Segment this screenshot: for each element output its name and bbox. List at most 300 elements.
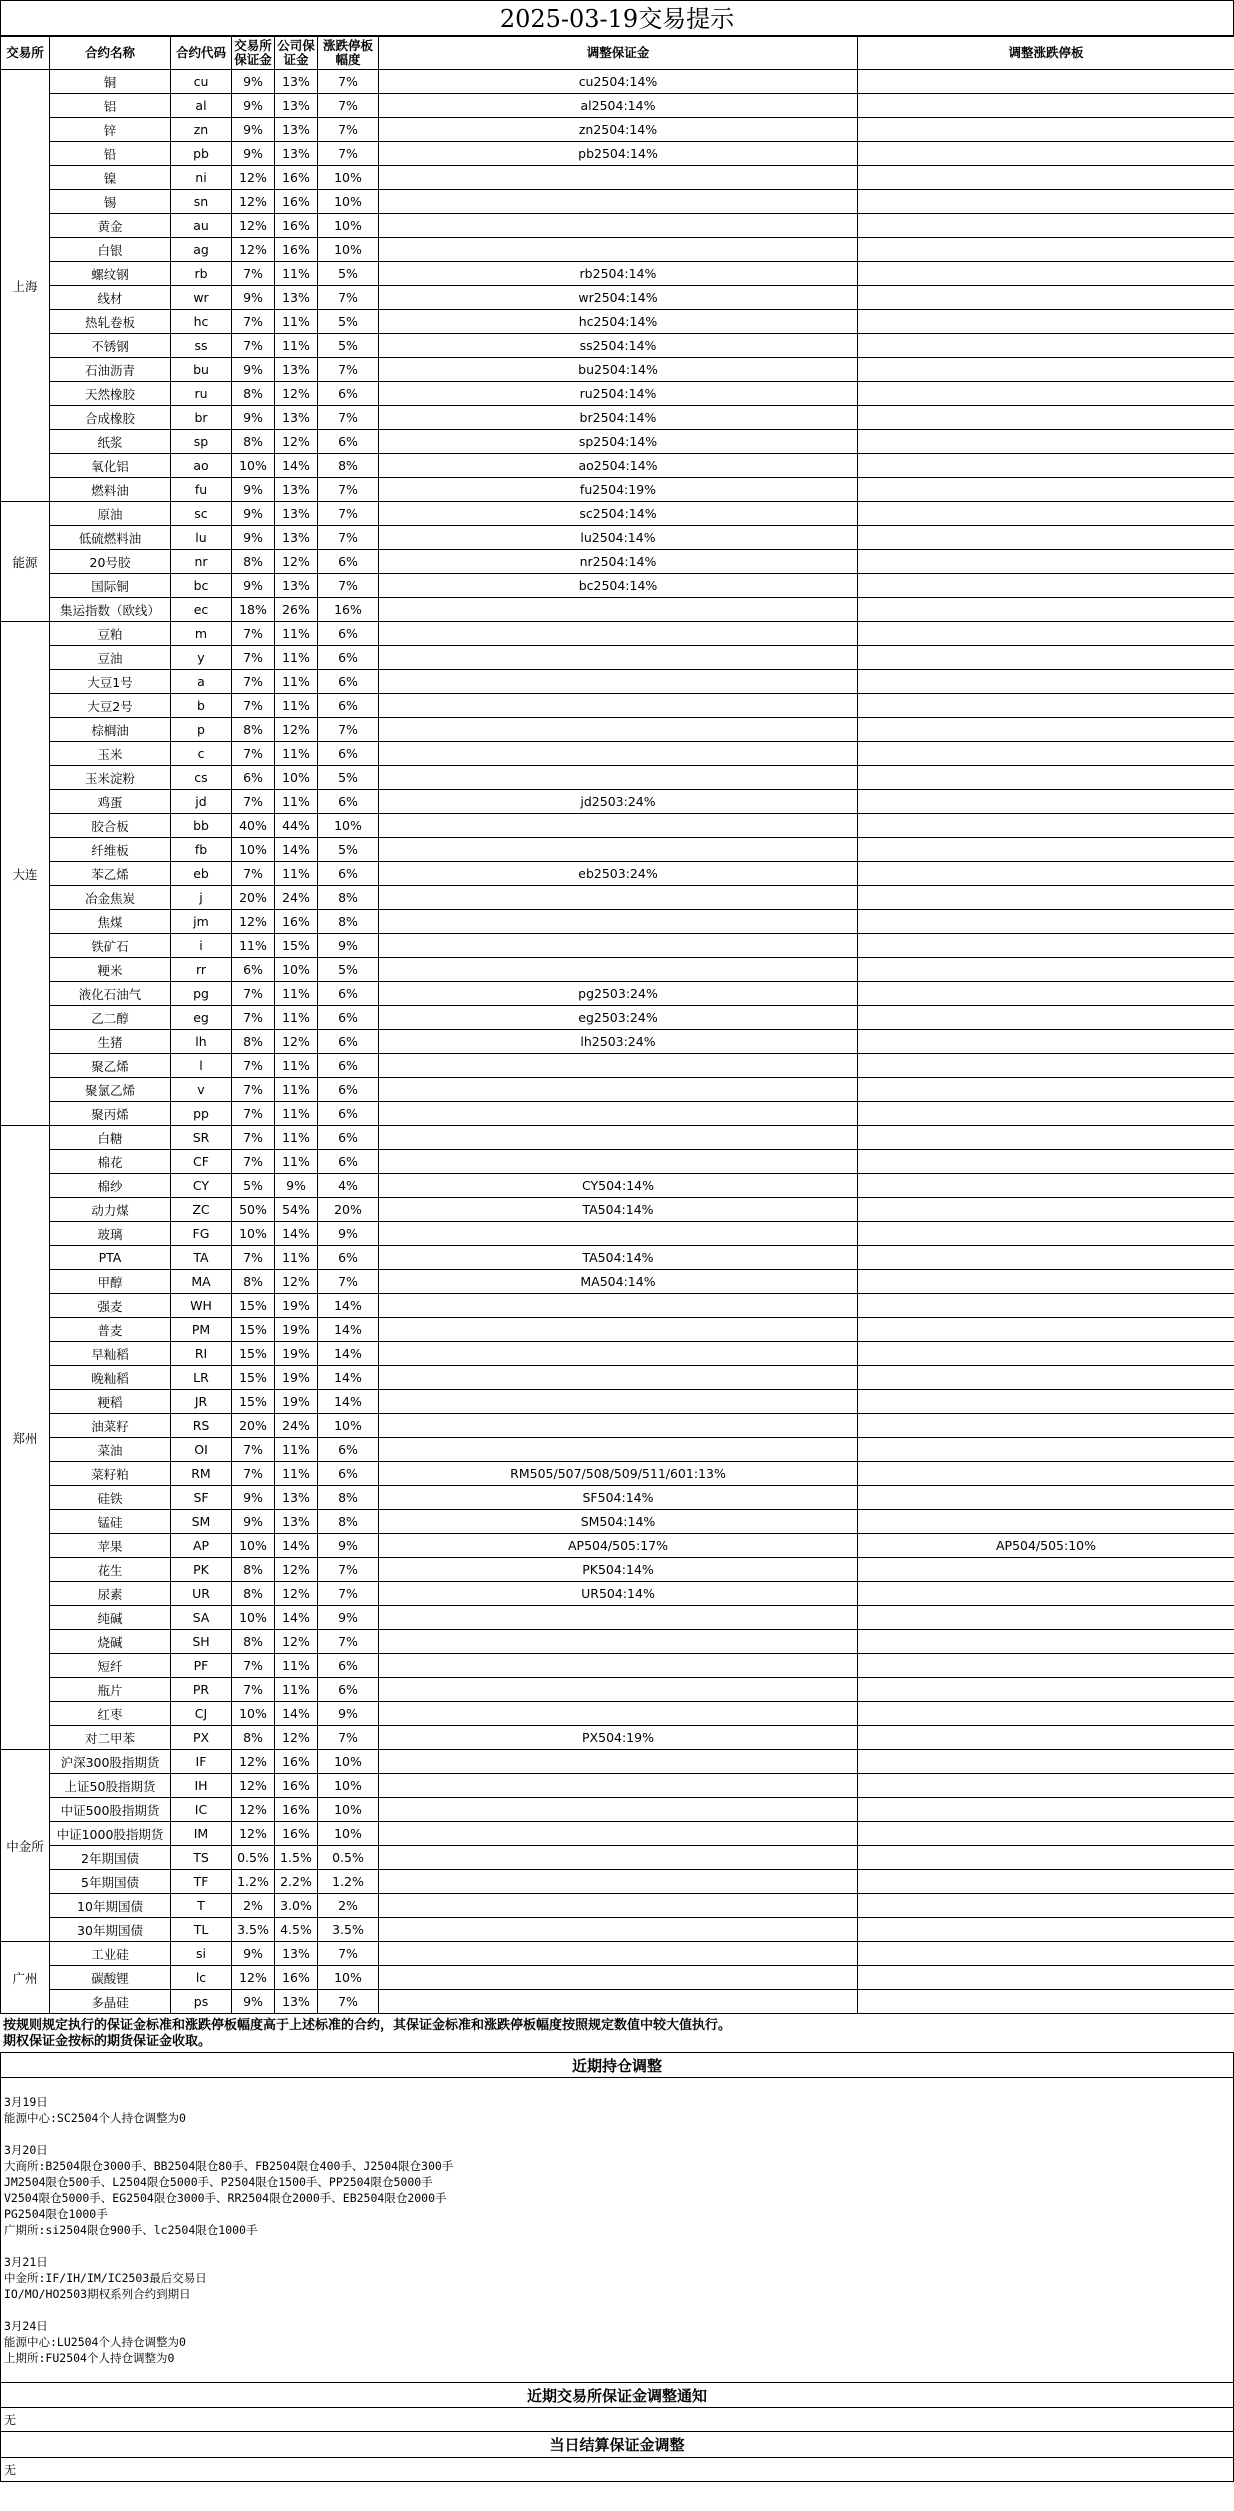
contract-name-cell: 红枣 [50,1702,171,1726]
price-limit-cell: 7% [318,286,379,310]
table-row [1,814,1234,838]
position-date: 3月24日 [4,2319,48,2333]
position-date: 3月19日 [4,2095,48,2109]
table-row [1,1870,1234,1894]
contract-code-cell: JR [171,1390,232,1414]
contract-code-cell: PM [171,1318,232,1342]
price-limit-cell: 6% [318,790,379,814]
table-row [1,478,1234,502]
contract-code-cell: al [171,94,232,118]
company-margin-cell: 14% [275,1222,318,1246]
price-limit-cell: 3.5% [318,1918,379,1942]
company-margin-cell: 11% [275,670,318,694]
header-company-margin: 公司保证金 [275,37,318,70]
table-row [1,1342,1234,1366]
contract-code-cell: y [171,646,232,670]
position-line: 能源中心:SC2504个人持仓调整为0 [4,2111,186,2125]
exchange-margin-cell: 8% [232,1582,275,1606]
contract-name-cell: 中证1000股指期货 [50,1822,171,1846]
exchange-margin-cell: 7% [232,334,275,358]
price-limit-cell: 6% [318,982,379,1006]
company-margin-cell: 11% [275,742,318,766]
header-contract-name: 合约名称 [50,37,171,70]
table-row [1,430,1234,454]
company-margin-cell: 16% [275,190,318,214]
contract-code-cell: CY [171,1174,232,1198]
adjusted-limit-cell [858,1150,1234,1174]
adjusted-limit-cell [858,1942,1234,1966]
exchange-margin-cell: 0.5% [232,1846,275,1870]
exchange-margin-cell: 8% [232,718,275,742]
adjusted-limit-cell [858,1030,1234,1054]
price-limit-cell: 9% [318,1222,379,1246]
table-row [1,1534,1234,1558]
table-row [1,934,1234,958]
company-margin-cell: 26% [275,598,318,622]
contract-code-cell: sp [171,430,232,454]
contract-name-cell: 强麦 [50,1294,171,1318]
adjusted-margin-cell: cu2504:14% [379,70,858,94]
adjusted-margin-cell [379,190,858,214]
adjusted-margin-cell: lh2503:24% [379,1030,858,1054]
contract-code-cell: ru [171,382,232,406]
exchange-margin-cell: 7% [232,790,275,814]
contract-code-cell: IM [171,1822,232,1846]
contract-name-cell: 尿素 [50,1582,171,1606]
company-margin-cell: 19% [275,1318,318,1342]
price-limit-cell: 10% [318,238,379,262]
adjusted-margin-cell [379,1894,858,1918]
adjusted-margin-cell: sp2504:14% [379,430,858,454]
exchange-margin-cell: 7% [232,1654,275,1678]
adjusted-margin-cell [379,670,858,694]
company-margin-cell: 11% [275,1054,318,1078]
adjusted-margin-cell [379,238,858,262]
exchange-margin-cell: 9% [232,1990,275,2014]
contract-name-cell: 焦煤 [50,910,171,934]
page-title: 2025-03-19交易提示 [0,0,1234,36]
company-margin-cell: 11% [275,646,318,670]
contract-code-cell: UR [171,1582,232,1606]
exchange-margin-cell: 20% [232,886,275,910]
table-row [1,694,1234,718]
table-row [1,1414,1234,1438]
adjusted-margin-cell [379,166,858,190]
adjusted-margin-cell [379,1606,858,1630]
exchange-margin-cell: 7% [232,1150,275,1174]
exchange-margin-cell: 9% [232,1510,275,1534]
table-row [1,1438,1234,1462]
contract-code-cell: sn [171,190,232,214]
price-limit-cell: 6% [318,1102,379,1126]
adjusted-limit-cell [858,94,1234,118]
contract-code-cell: PX [171,1726,232,1750]
company-margin-cell: 11% [275,334,318,358]
exchange-margin-cell: 7% [232,982,275,1006]
table-row [1,1390,1234,1414]
price-limit-cell: 6% [318,742,379,766]
contract-code-cell: IC [171,1798,232,1822]
contract-name-cell: 螺纹钢 [50,262,171,286]
price-limit-cell: 1.2% [318,1870,379,1894]
table-row [1,502,1234,526]
exchange-margin-cell: 7% [232,1462,275,1486]
price-limit-cell: 7% [318,1942,379,1966]
adjusted-limit-cell [858,790,1234,814]
company-margin-cell: 11% [275,790,318,814]
price-limit-cell: 5% [318,958,379,982]
price-limit-cell: 9% [318,1702,379,1726]
company-margin-cell: 13% [275,502,318,526]
adjusted-limit-cell [858,1894,1234,1918]
price-limit-cell: 6% [318,1030,379,1054]
price-limit-cell: 7% [318,1630,379,1654]
contract-name-cell: 白银 [50,238,171,262]
table-row [1,670,1234,694]
table-row [1,1318,1234,1342]
table-row [1,1246,1234,1270]
company-margin-cell: 19% [275,1366,318,1390]
exchange-margin-cell: 15% [232,1390,275,1414]
price-limit-cell: 6% [318,1654,379,1678]
company-margin-cell: 12% [275,1270,318,1294]
contract-code-cell: bc [171,574,232,598]
contract-name-cell: 菜籽粕 [50,1462,171,1486]
company-margin-cell: 11% [275,622,318,646]
exchange-margin-cell: 50% [232,1198,275,1222]
adjusted-limit-cell [858,1198,1234,1222]
exchange-margin-cell: 7% [232,670,275,694]
adjusted-margin-cell: rb2504:14% [379,262,858,286]
adjusted-margin-cell: ru2504:14% [379,382,858,406]
company-margin-cell: 16% [275,166,318,190]
exchange-margin-cell: 15% [232,1318,275,1342]
adjusted-margin-cell [379,1654,858,1678]
adjusted-margin-cell: fu2504:19% [379,478,858,502]
company-margin-cell: 13% [275,286,318,310]
table-row [1,550,1234,574]
contract-code-cell: TL [171,1918,232,1942]
adjusted-limit-cell [858,214,1234,238]
adjusted-limit-cell [858,1870,1234,1894]
adjusted-margin-cell [379,742,858,766]
exchange-margin-cell: 12% [232,1750,275,1774]
contract-name-cell: 聚氯乙烯 [50,1078,171,1102]
table-row [1,1966,1234,1990]
company-margin-cell: 19% [275,1342,318,1366]
contract-name-cell: 铁矿石 [50,934,171,958]
adjusted-limit-cell [858,670,1234,694]
header-contract-code: 合约代码 [171,37,232,70]
adjusted-limit-cell [858,358,1234,382]
header-exchange: 交易所 [1,37,50,70]
contract-name-cell: 粳稻 [50,1390,171,1414]
adjusted-margin-cell [379,1078,858,1102]
table-row [1,838,1234,862]
note-line: 期权保证金按标的期货保证金收取。 [3,2034,212,2049]
table-row [1,1582,1234,1606]
exchange-margin-cell: 9% [232,286,275,310]
contract-name-cell: 大豆1号 [50,670,171,694]
exchange-cell: 大连 [1,622,50,1126]
company-margin-cell: 11% [275,1102,318,1126]
adjusted-limit-cell [858,502,1234,526]
position-line: 中金所:IF/IH/IM/IC2503最后交易日 [4,2271,207,2285]
contract-name-cell: 10年期国债 [50,1894,171,1918]
adjusted-margin-cell: CY504:14% [379,1174,858,1198]
exchange-margin-cell: 10% [232,838,275,862]
adjusted-limit-cell [858,1342,1234,1366]
adjusted-margin-cell [379,1414,858,1438]
adjusted-limit-cell [858,1966,1234,1990]
price-limit-cell: 14% [318,1318,379,1342]
adjusted-margin-cell [379,1126,858,1150]
adjusted-limit-cell [858,334,1234,358]
company-margin-cell: 13% [275,406,318,430]
company-margin-cell: 13% [275,94,318,118]
price-limit-cell: 6% [318,670,379,694]
exchange-margin-cell: 12% [232,1822,275,1846]
table-row [1,1126,1234,1150]
adjusted-margin-cell [379,1222,858,1246]
table-row [1,1702,1234,1726]
adjusted-margin-cell: bc2504:14% [379,574,858,598]
contract-code-cell: bb [171,814,232,838]
table-row [1,1174,1234,1198]
table-row [1,862,1234,886]
contract-code-cell: pp [171,1102,232,1126]
contract-name-cell: 甲醇 [50,1270,171,1294]
exchange-margin-cell: 15% [232,1294,275,1318]
table-row [1,790,1234,814]
contract-name-cell: 棕榈油 [50,718,171,742]
contract-code-cell: ni [171,166,232,190]
exchange-margin-cell: 12% [232,238,275,262]
exchange-margin-cell: 8% [232,1558,275,1582]
price-limit-cell: 9% [318,934,379,958]
contract-name-cell: 工业硅 [50,1942,171,1966]
adjusted-margin-cell: PX504:19% [379,1726,858,1750]
table-body [1,70,1234,2014]
price-limit-cell: 6% [318,1462,379,1486]
contract-code-cell: p [171,718,232,742]
table-row [1,238,1234,262]
adjusted-margin-cell: sc2504:14% [379,502,858,526]
exchange-margin-cell: 1.2% [232,1870,275,1894]
adjusted-margin-cell [379,646,858,670]
contract-name-cell: 氧化铝 [50,454,171,478]
table-row [1,358,1234,382]
adjusted-margin-cell [379,718,858,742]
exchange-margin-cell: 12% [232,910,275,934]
adjusted-limit-cell [858,1846,1234,1870]
exchange-margin-cell: 40% [232,814,275,838]
contract-name-cell: 中证500股指期货 [50,1798,171,1822]
adjusted-margin-cell [379,1366,858,1390]
adjusted-margin-cell [379,1990,858,2014]
price-limit-cell: 6% [318,694,379,718]
exchange-margin-cell: 7% [232,1102,275,1126]
contract-code-cell: ps [171,1990,232,2014]
contract-code-cell: fb [171,838,232,862]
adjusted-margin-cell [379,814,858,838]
price-limit-cell: 10% [318,1966,379,1990]
company-margin-cell: 2.2% [275,1870,318,1894]
contract-code-cell: zn [171,118,232,142]
adjusted-margin-cell [379,1918,858,1942]
contract-name-cell: 黄金 [50,214,171,238]
adjusted-margin-cell [379,886,858,910]
exchange-margin-cell: 6% [232,766,275,790]
contract-name-cell: 聚丙烯 [50,1102,171,1126]
adjusted-margin-cell: ao2504:14% [379,454,858,478]
company-margin-cell: 13% [275,1510,318,1534]
contract-code-cell: IF [171,1750,232,1774]
contract-code-cell: ss [171,334,232,358]
adjusted-limit-cell [858,70,1234,94]
contract-name-cell: 玻璃 [50,1222,171,1246]
adjusted-limit-cell [858,982,1234,1006]
price-limit-cell: 7% [318,1270,379,1294]
adjusted-limit-cell [858,1918,1234,1942]
adjusted-margin-cell [379,1102,858,1126]
table-row [1,886,1234,910]
exchange-margin-cell: 7% [232,862,275,886]
contract-name-cell: 油菜籽 [50,1414,171,1438]
company-margin-cell: 4.5% [275,1918,318,1942]
price-limit-cell: 10% [318,1798,379,1822]
price-limit-cell: 7% [318,406,379,430]
contract-name-cell: 热轧卷板 [50,310,171,334]
contract-code-cell: bu [171,358,232,382]
adjusted-limit-cell [858,1294,1234,1318]
position-line: 大商所:B2504限仓3000手、BB2504限仓80手、FB2504限仓400手、J2504限仓300手 [4,2159,454,2173]
company-margin-cell: 9% [275,1174,318,1198]
contract-code-cell: fu [171,478,232,502]
position-line: 上期所:FU2504个人持仓调整为0 [4,2351,175,2365]
contract-code-cell: TF [171,1870,232,1894]
header-price-limit: 涨跌停板幅度 [318,37,379,70]
contract-code-cell: si [171,1942,232,1966]
company-margin-cell: 13% [275,118,318,142]
price-limit-cell: 5% [318,766,379,790]
contract-name-cell: 苯乙烯 [50,862,171,886]
adjusted-limit-cell [858,814,1234,838]
table-row [1,1270,1234,1294]
company-margin-cell: 13% [275,1942,318,1966]
contract-code-cell: CJ [171,1702,232,1726]
table-row [1,1726,1234,1750]
contract-code-cell: wr [171,286,232,310]
company-margin-cell: 13% [275,358,318,382]
adjusted-limit-cell [858,958,1234,982]
contract-name-cell: 粳米 [50,958,171,982]
company-margin-cell: 12% [275,1558,318,1582]
table-row [1,1630,1234,1654]
table-row [1,1006,1234,1030]
exchange-margin-cell: 7% [232,1126,275,1150]
settlement-adjust-title: 当日结算保证金调整 [0,2432,1234,2458]
company-margin-cell: 12% [275,1582,318,1606]
position-line: PG2504限仓1000手 [4,2207,108,2221]
price-limit-cell: 7% [318,502,379,526]
position-date: 3月21日 [4,2255,48,2269]
exchange-cell: 上海 [1,70,50,502]
contract-code-cell: CF [171,1150,232,1174]
adjusted-limit-cell [858,1174,1234,1198]
adjusted-limit-cell [858,1414,1234,1438]
contract-name-cell: 5年期国债 [50,1870,171,1894]
company-margin-cell: 19% [275,1294,318,1318]
adjusted-margin-cell: pg2503:24% [379,982,858,1006]
adjusted-margin-cell [379,1438,858,1462]
contract-code-cell: ZC [171,1198,232,1222]
price-limit-cell: 5% [318,838,379,862]
contract-name-cell: 国际铜 [50,574,171,598]
contract-name-cell: 乙二醇 [50,1006,171,1030]
exchange-margin-cell: 9% [232,1486,275,1510]
exchange-margin-cell: 9% [232,1942,275,1966]
exchange-margin-cell: 8% [232,1030,275,1054]
company-margin-cell: 44% [275,814,318,838]
contract-name-cell: 石油沥青 [50,358,171,382]
contract-code-cell: WH [171,1294,232,1318]
price-limit-cell: 6% [318,1246,379,1270]
company-margin-cell: 13% [275,70,318,94]
contract-code-cell: FG [171,1222,232,1246]
table-row [1,718,1234,742]
adjusted-margin-cell [379,1342,858,1366]
company-margin-cell: 11% [275,862,318,886]
company-margin-cell: 15% [275,934,318,958]
contract-code-cell: rr [171,958,232,982]
adjusted-limit-cell [858,910,1234,934]
table-row [1,1462,1234,1486]
price-limit-cell: 6% [318,1438,379,1462]
adjusted-limit-cell [858,310,1234,334]
adjusted-margin-cell: al2504:14% [379,94,858,118]
company-margin-cell: 16% [275,1798,318,1822]
table-row [1,118,1234,142]
adjusted-limit-cell [858,598,1234,622]
contract-name-cell: 铜 [50,70,171,94]
table-row [1,1606,1234,1630]
exchange-margin-cell: 10% [232,1222,275,1246]
contract-name-cell: 花生 [50,1558,171,1582]
table-row [1,1054,1234,1078]
company-margin-cell: 54% [275,1198,318,1222]
table-row [1,94,1234,118]
exchange-margin-cell: 7% [232,694,275,718]
contract-name-cell: 烧碱 [50,1630,171,1654]
adjusted-limit-cell [858,262,1234,286]
contract-name-cell: 早籼稻 [50,1342,171,1366]
adjusted-limit-cell [858,478,1234,502]
contract-code-cell: rb [171,262,232,286]
exchange-margin-cell: 11% [232,934,275,958]
contract-code-cell: SA [171,1606,232,1630]
adjusted-margin-cell [379,1294,858,1318]
contract-code-cell: i [171,934,232,958]
contract-code-cell: OI [171,1438,232,1462]
adjusted-limit-cell [858,694,1234,718]
company-margin-cell: 10% [275,958,318,982]
adjusted-margin-cell: bu2504:14% [379,358,858,382]
price-limit-cell: 6% [318,1126,379,1150]
contract-code-cell: eg [171,1006,232,1030]
exchange-margin-cell: 7% [232,1054,275,1078]
table-row [1,1654,1234,1678]
